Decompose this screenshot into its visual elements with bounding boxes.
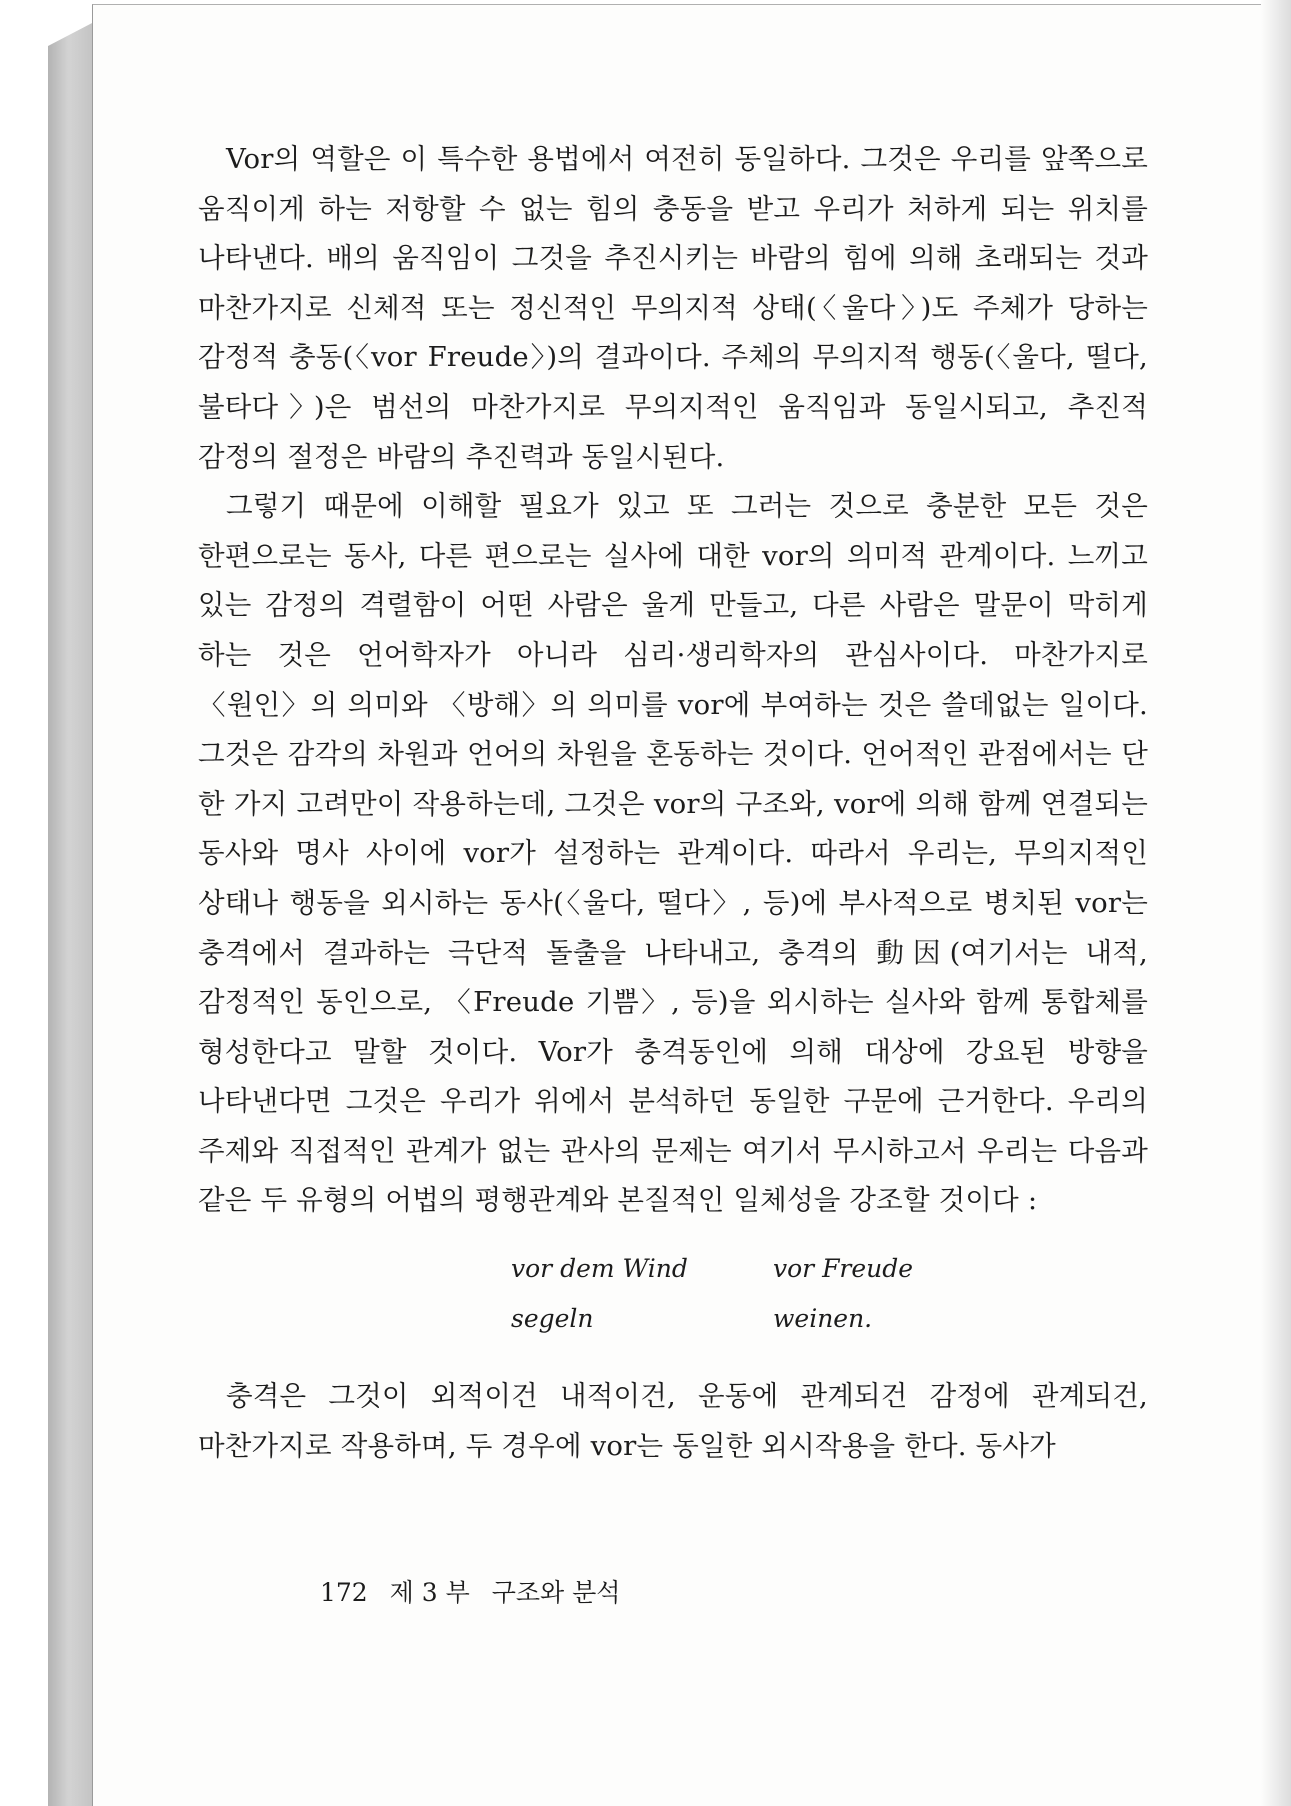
example-vor-freude: vor Freude [773,1254,914,1284]
book-spine [48,22,94,1806]
page-footer [320,1573,634,1609]
page-edge-shadow [1261,0,1291,1806]
example-weinen: weinen. [773,1304,873,1334]
paragraph-1: Vor의 역할은 이 특수한 용법에서 여전히 동일하다. 그것은 우리를 앞쪽으로 움직이게 하는 저항할 수 없는 힘의 충동을 받고 우리가 처하게 되는 위치를 나타낸다. 배의 움직임이 그것을 추진시키는 바람의 힘에 의해 초래되는 것과 마찬가지로 신체적 또는 정신적인 무의지적 상태(〈울다〉)도 주체가 당하는 감정적 충동(〈vor Freude〉)의 결과이다. 주체의 무의지적 행동(〈울다, 떨다, 불타다〉)은 범선의 마찬가지로 무의지적인 움직임과 동일시되고, 추진적 감정의 절정은 바람의 추진력과 동일시된다. [198,143,1148,473]
example-vor-dem-wind: vor dem Wind [511,1254,688,1284]
example-phrases [198,1250,1148,1352]
section-title: 구조와 분석 [491,1578,621,1607]
paragraph-3: 충격은 그것이 외적이건 내적이건, 운동에 관계되건 감정에 관계되건, 마찬가지로 작용하며, 두 경우에 vor는 동일한 외시작용을 한다. 동사가 [198,1380,1148,1462]
page-body [198,135,1148,1471]
part-label: 제 3 부 [389,1578,470,1607]
paragraph-2: 그렇기 때문에 이해할 필요가 있고 또 그러는 것으로 충분한 모든 것은 한편으로는 동사, 다른 편으로는 실사에 대한 vor의 의미적 관계이다. 느끼고 있는 감정의 격렬함이 어떤 사람은 울게 만들고, 다른 사람은 말문이 막히게 하는 것은 언어학자가 아니라 심리·생리학자의 관심사이다. 마찬가지로 〈원인〉의 의미와 〈방해〉의 의미를 vor에 부여하는 것은 쓸데없는 일이다. 그것은 감각의 차원과 언어의 차원을 혼동하는 것이다. 언어적인 관점에서는 단 한 가지 고려만이 작용하는데, 그것은 vor의 구조와, vor에 의해 함께 연결되는 동사와 명사 사이에 vor가 설정하는 관계이다. 따라서 우리는, 무의지적인 상태나 행동을 외시하는 동사(〈울다, 떨다〉, 등)에 부사적으로 병치된 vor는 충격에서 결과하는 극단적 돌출을 나타내고, 충격의 動因(여기서는 내적, 감정적인 동인으로, 〈Freude 기쁨〉, 등)을 외시하는 실사와 함께 통합체를 형성한다고 말할 것이다. Vor가 충격동인에 의해 대상에 강요된 방향을 나타낸다면 그것은 우리가 위에서 분석하던 동일한 구문에 근거한다. 우리의 주제와 직접적인 관계가 없는 관사의 문제는 여기서 무시하고서 우리는 다음과 같은 두 유형의 어법의 평행관계와 본질적인 일체성을 강조할 것이다 : [198,490,1148,1217]
page-number: 172 [320,1578,368,1607]
example-segeln: segeln [511,1304,594,1334]
